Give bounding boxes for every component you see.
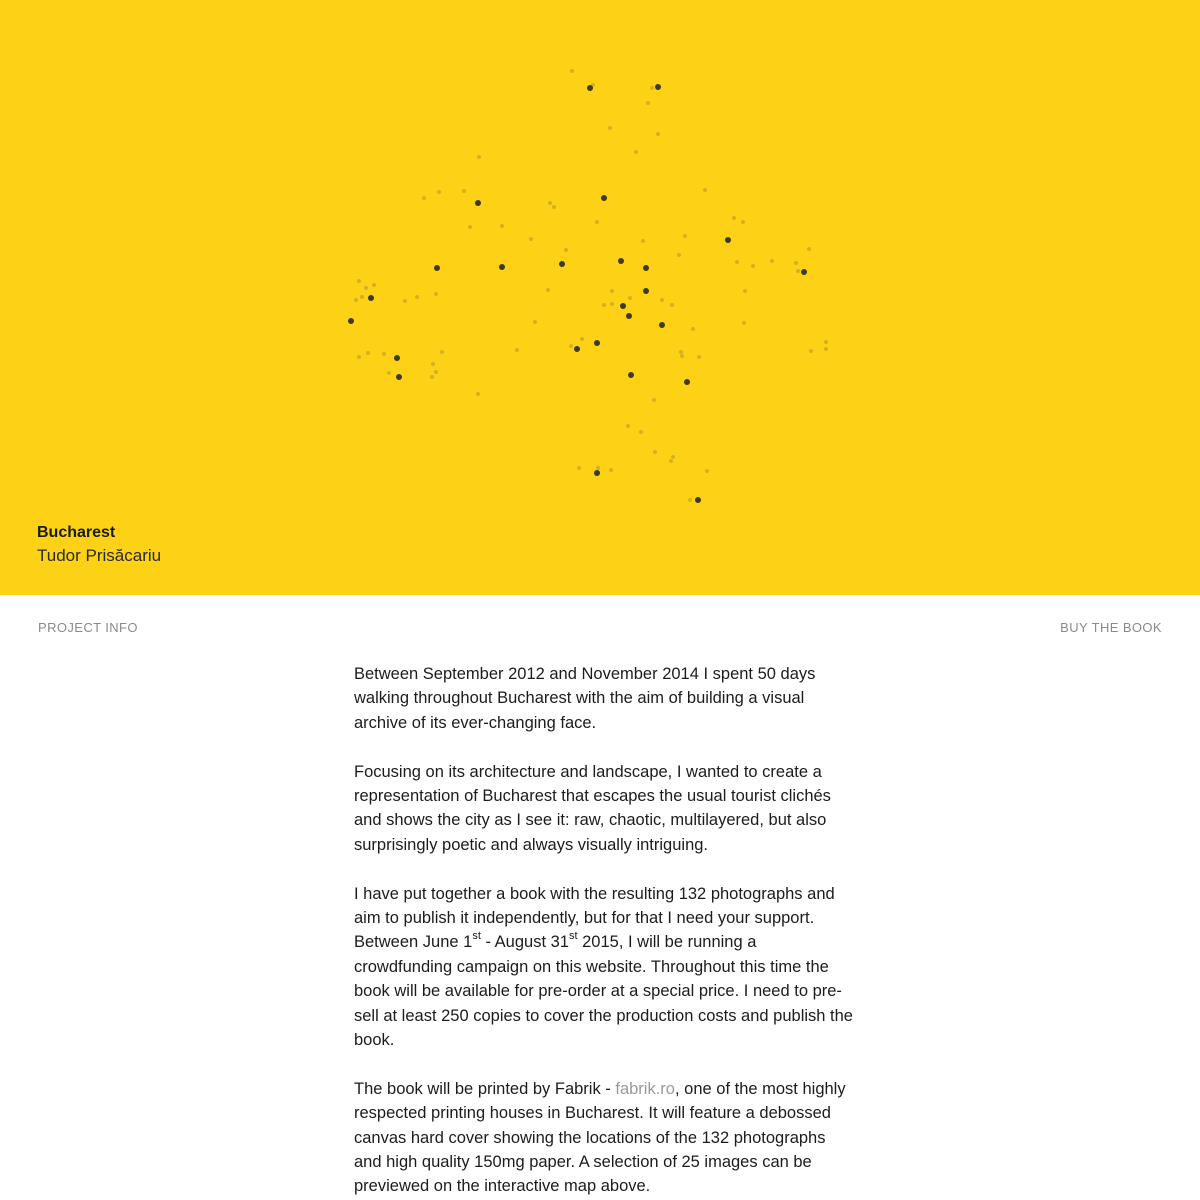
paragraph-printing: [354, 1077, 854, 1199]
project-info-link[interactable]: PROJECT INFO: [38, 620, 138, 635]
photo-location-marker[interactable]: [574, 346, 580, 352]
photo-location-marker-faint: [683, 234, 687, 238]
photo-location-marker-faint: [641, 239, 645, 243]
photo-location-marker[interactable]: [695, 497, 701, 503]
photo-location-marker-faint: [656, 132, 660, 136]
photo-location-marker[interactable]: [396, 374, 402, 380]
photo-location-marker-faint: [634, 150, 638, 154]
photo-location-marker-faint: [357, 355, 361, 359]
photo-location-marker-faint: [500, 224, 504, 228]
photo-location-marker-faint: [372, 283, 376, 287]
project-description: [354, 662, 854, 1200]
photo-location-marker[interactable]: [348, 318, 354, 324]
photo-location-marker-faint: [703, 188, 707, 192]
photo-location-marker-faint: [697, 355, 701, 359]
photo-location-marker[interactable]: [475, 200, 481, 206]
photo-location-marker-faint: [462, 189, 466, 193]
photo-location-marker-faint: [653, 450, 657, 454]
buy-the-book-link[interactable]: BUY THE BOOK: [1060, 620, 1162, 635]
photo-location-marker-faint: [807, 247, 811, 251]
photo-location-marker-faint: [468, 225, 472, 229]
photo-location-marker-faint: [564, 248, 568, 252]
photo-location-marker-faint: [796, 269, 800, 273]
photo-location-marker-faint: [387, 371, 391, 375]
photo-location-marker-faint: [477, 155, 481, 159]
photo-location-marker-faint: [735, 260, 739, 264]
photo-location-marker-faint: [609, 468, 613, 472]
photo-location-marker-faint: [570, 69, 574, 73]
photo-location-marker[interactable]: [601, 195, 607, 201]
photo-location-marker-faint: [546, 288, 550, 292]
photo-location-marker-faint: [770, 259, 774, 263]
photo-location-marker-faint: [669, 459, 673, 463]
photo-location-marker-faint: [652, 398, 656, 402]
photo-location-marker[interactable]: [587, 85, 593, 91]
photo-location-marker[interactable]: [620, 303, 626, 309]
photo-location-marker-faint: [382, 352, 386, 356]
photo-location-marker[interactable]: [368, 295, 374, 301]
photo-location-marker-faint: [440, 350, 444, 354]
project-caption: [37, 522, 161, 568]
photo-location-marker-faint: [732, 216, 736, 220]
photo-location-marker-faint: [434, 370, 438, 374]
photo-location-marker-faint: [824, 347, 828, 351]
photo-location-marker-faint: [671, 455, 675, 459]
photo-location-marker-faint: [677, 253, 681, 257]
photo-location-marker-faint: [364, 286, 368, 290]
photo-location-marker-faint: [743, 289, 747, 293]
photo-location-marker[interactable]: [801, 269, 807, 275]
paragraph-intro: Between September 2012 and November 2014 I spent 50 days walking throughout Bucharest with the aim of building a visual archive of its ever-changing face.: [354, 665, 816, 732]
project-title: Bucharest: [37, 524, 116, 541]
photo-location-marker-faint: [529, 237, 533, 241]
photo-location-marker-faint: [628, 296, 632, 300]
crowdfunding-text-2: - August 31: [480, 933, 569, 952]
photo-location-marker-faint: [626, 424, 630, 428]
photo-location-marker-faint: [548, 201, 552, 205]
photo-location-marker-faint: [610, 302, 614, 306]
photo-location-marker[interactable]: [594, 340, 600, 346]
photo-location-marker-faint: [403, 299, 407, 303]
photo-location-marker[interactable]: [618, 258, 624, 264]
photo-location-marker[interactable]: [643, 288, 649, 294]
photo-location-marker-faint: [660, 298, 664, 302]
photo-location-marker-faint: [595, 220, 599, 224]
photo-location-marker[interactable]: [394, 355, 400, 361]
photo-location-marker-faint: [354, 298, 358, 302]
photo-location-marker-faint: [751, 264, 755, 268]
photo-location-marker-faint: [670, 303, 674, 307]
photo-location-marker-faint: [577, 466, 581, 470]
hero-map-section: [0, 0, 1200, 595]
photo-location-marker-faint: [569, 344, 573, 348]
photo-location-marker-faint: [639, 430, 643, 434]
photo-location-marker[interactable]: [626, 313, 632, 319]
photo-location-marker-faint: [357, 279, 361, 283]
photo-location-marker-faint: [679, 350, 683, 354]
photo-location-marker-faint: [705, 469, 709, 473]
photo-location-marker-faint: [360, 295, 364, 299]
photo-location-marker[interactable]: [655, 84, 661, 90]
photo-location-marker-faint: [434, 292, 438, 296]
photo-location-marker[interactable]: [434, 265, 440, 271]
photo-location-marker-faint: [552, 205, 556, 209]
photo-location-marker-faint: [596, 466, 600, 470]
photo-location-marker[interactable]: [499, 264, 505, 270]
photo-location-marker-faint: [580, 337, 584, 341]
photo-location-marker-faint: [431, 362, 435, 366]
photo-location-marker[interactable]: [659, 322, 665, 328]
photo-location-marker-faint: [422, 196, 426, 200]
photo-location-marker-faint: [809, 349, 813, 353]
photo-location-marker-faint: [515, 348, 519, 352]
photo-location-marker-faint: [602, 303, 606, 307]
photo-location-marker-faint: [824, 340, 828, 344]
photo-location-marker[interactable]: [725, 237, 731, 243]
photo-location-marker-faint: [366, 351, 370, 355]
photo-location-marker-faint: [610, 289, 614, 293]
photo-location-marker-faint: [680, 354, 684, 358]
printing-text-2: , one of the most highly respected printing houses in Bucharest. It will feature a debossed canvas hard cover showing the locations of the 132 photographs and high quality 150mg paper. A selection of 25 images can be previewed on the interactive map above.: [354, 1079, 846, 1196]
photo-location-marker[interactable]: [684, 379, 690, 385]
crowdfunding-text-3: 2015, I will be running a crowdfunding campaign on this website. Throughout this time the book will be available for pre-order at a special price. I need to pre-sell at least 250 copies to cover the production costs and publish the book.: [354, 933, 853, 1050]
photo-location-marker-faint: [741, 220, 745, 224]
photo-location-marker[interactable]: [643, 265, 649, 271]
photo-location-marker[interactable]: [559, 261, 565, 267]
paragraph-crowdfunding: [354, 882, 854, 1053]
photo-location-map[interactable]: [0, 0, 1200, 595]
photo-location-marker-faint: [688, 498, 692, 502]
photo-location-marker-faint: [430, 375, 434, 379]
ordinal-suffix: st: [568, 929, 578, 942]
photo-location-marker-faint: [437, 190, 441, 194]
photo-location-marker-faint: [476, 392, 480, 396]
ordinal-suffix: st: [472, 929, 481, 942]
paragraph-focus: Focusing on its architecture and landscape, I wanted to create a representation of Bucharest that escapes the usual tourist clichés and shows the city as I see it: raw, chaotic, multilayered, but also surprisingly poetic and always visually intriguing.: [354, 762, 831, 854]
photo-location-marker-faint: [533, 320, 537, 324]
photo-location-marker-faint: [742, 321, 746, 325]
fabrik-link[interactable]: fabrik.ro: [615, 1079, 675, 1098]
crowdfunding-text-1: I have put together a book with the resulting 132 photographs and aim to publish it independently, but for that I need your support. Between June 1: [354, 884, 835, 952]
project-author: Tudor Prisăcariu: [37, 546, 162, 565]
photo-location-marker-faint: [608, 126, 612, 130]
photo-location-marker-faint: [650, 86, 654, 90]
photo-location-marker-faint: [415, 295, 419, 299]
photo-location-marker-faint: [646, 101, 650, 105]
photo-location-marker[interactable]: [594, 470, 600, 476]
printing-text-1: The book will be printed by Fabrik -: [354, 1079, 616, 1098]
photo-location-marker-faint: [794, 261, 798, 265]
photo-location-marker[interactable]: [628, 372, 634, 378]
photo-location-marker-faint: [691, 327, 695, 331]
